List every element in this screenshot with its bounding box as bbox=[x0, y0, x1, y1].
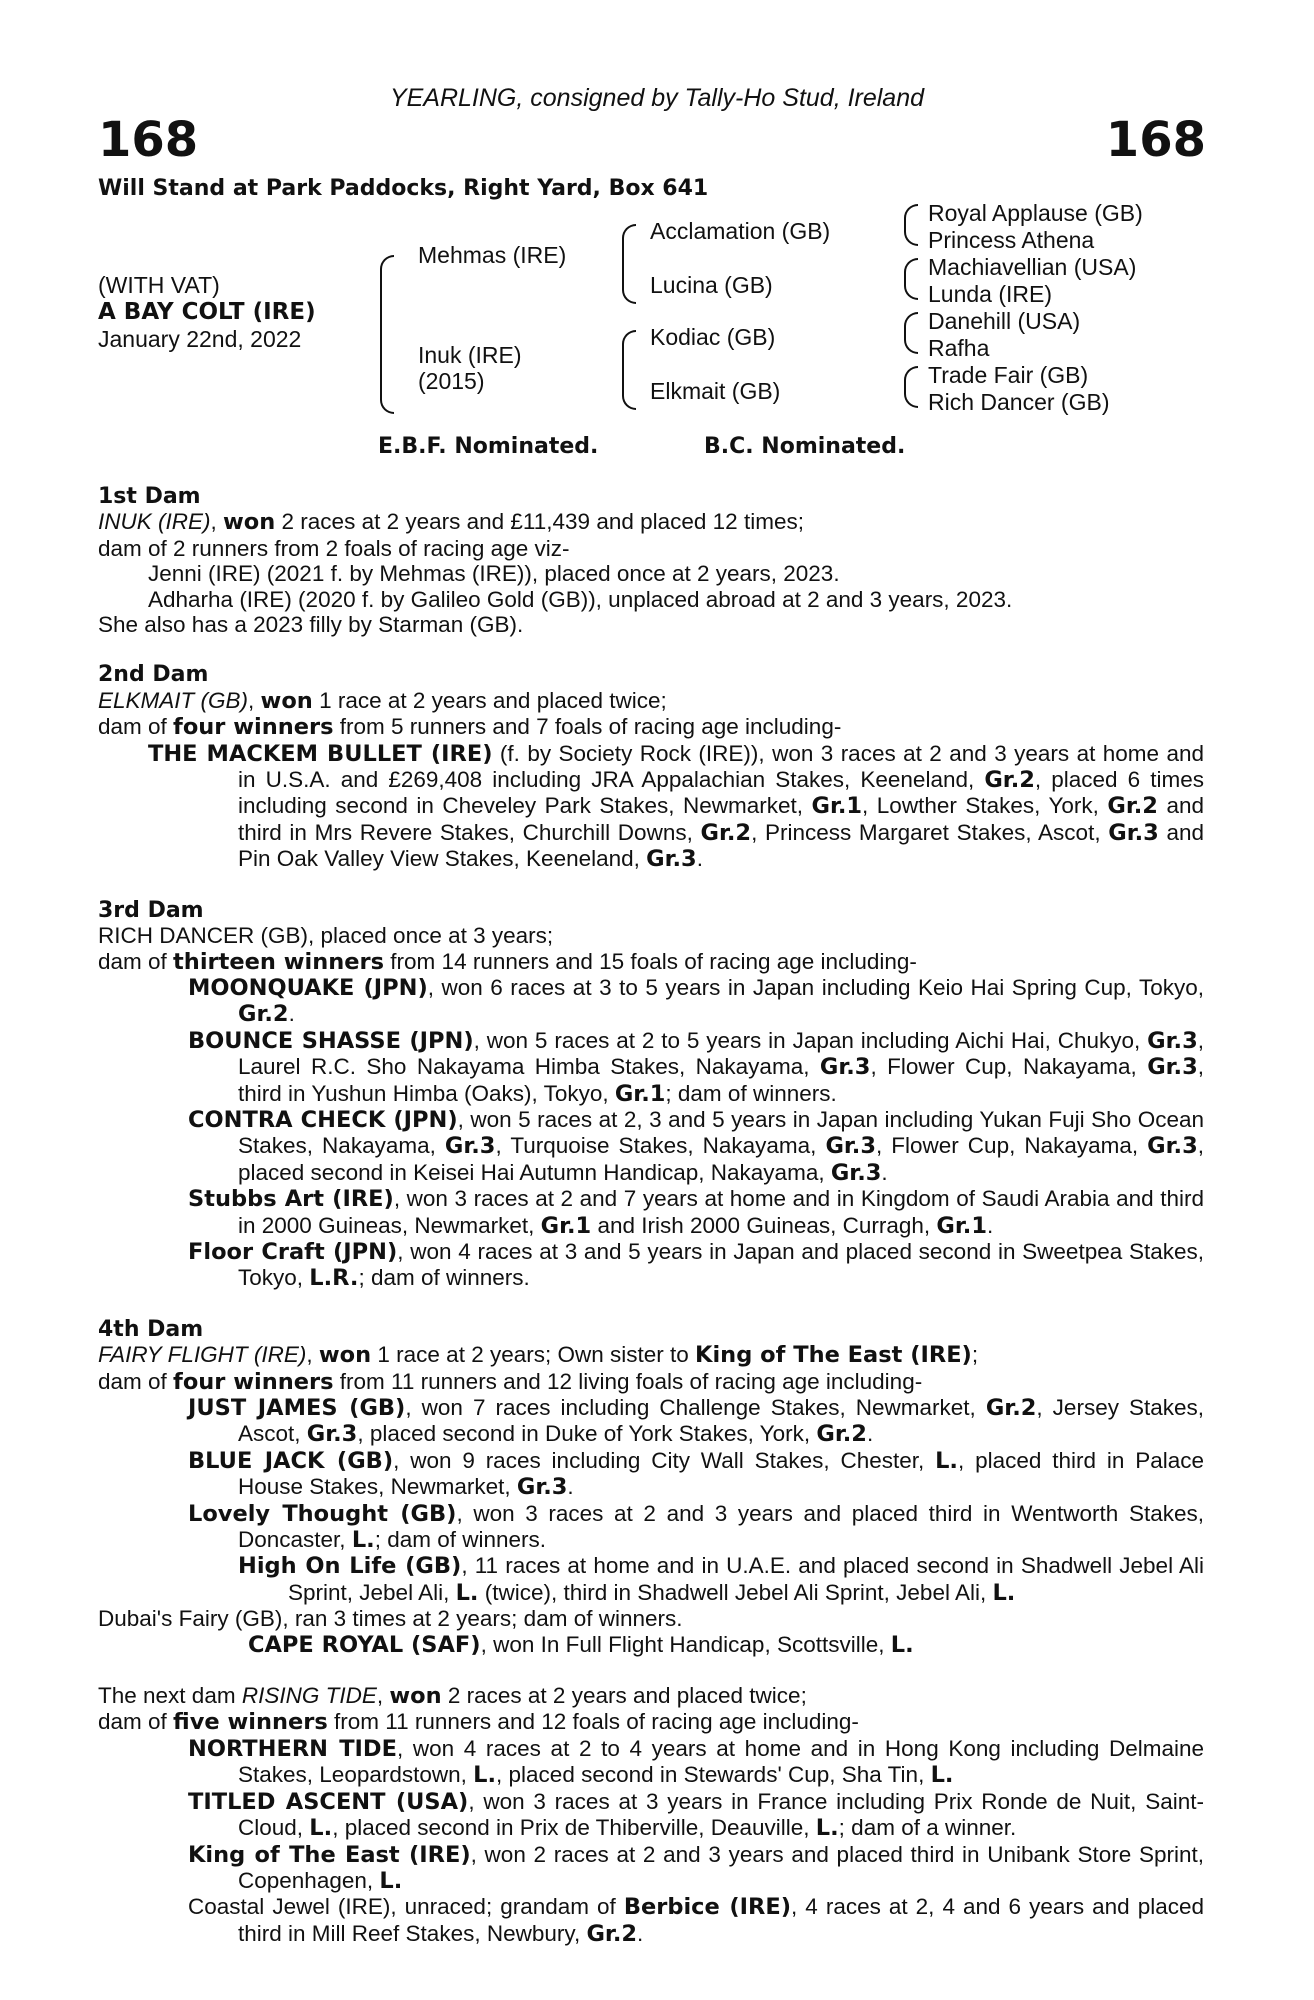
text: , 4 races at 2, 4 and 6 years and placed third in Mill Reef Stakes, Newbury, bbox=[238, 1894, 1205, 1946]
record-line bbox=[98, 1709, 1204, 1735]
text: (twice), third in Shadwell Jebel Ali Sprint, Jebel Ali, bbox=[478, 1579, 993, 1605]
text: , won 5 races at 2, 3 and 5 years in Japan including Yukan Fuji Sho Ocean Stakes, Nakayama, bbox=[238, 1106, 1204, 1159]
record-line bbox=[98, 1186, 1204, 1239]
bold-text: L. bbox=[309, 1815, 333, 1842]
bold-text: Gr.3 bbox=[1147, 1054, 1198, 1081]
bold-text: TITLED ASCENT (USA) bbox=[188, 1788, 469, 1815]
text: The next dam bbox=[98, 1683, 242, 1709]
text: and Irish 2000 Guineas, Curragh, bbox=[591, 1212, 937, 1238]
text: , Flower Cup, Nakayama, bbox=[876, 1133, 1148, 1159]
lot-number-left: 168 bbox=[98, 112, 199, 168]
text: , third in Yushun Himba (Oaks), Tokyo, bbox=[238, 1054, 1205, 1106]
text: from 11 runners and 12 foals of racing age including- bbox=[327, 1709, 859, 1735]
bold-text: L. bbox=[935, 1447, 958, 1474]
bold-text: Gr.3 bbox=[1147, 1133, 1198, 1160]
record-line bbox=[98, 1107, 1204, 1186]
vat-note: (WITH VAT) bbox=[98, 272, 220, 298]
text: dam of bbox=[98, 948, 174, 974]
bold-text: Gr.1 bbox=[614, 1080, 666, 1107]
text: dam of bbox=[98, 714, 174, 740]
bold-text: THE MACKEM BULLET (IRE) bbox=[148, 740, 493, 767]
dam-section bbox=[98, 1683, 1204, 1947]
bold-text: four winners bbox=[173, 1368, 334, 1395]
dam-name: FAIRY FLIGHT (IRE) bbox=[98, 1342, 307, 1368]
brace-gen3-2 bbox=[904, 258, 918, 300]
bold-text: L. bbox=[815, 1815, 839, 1842]
record-line bbox=[98, 1028, 1204, 1107]
text: , Jersey Stakes, Ascot, bbox=[238, 1395, 1205, 1447]
dam-section bbox=[98, 1317, 1204, 1658]
pedigree-gen3-4: Lunda (IRE) bbox=[928, 281, 1053, 307]
brace-gen2-dam bbox=[622, 330, 636, 410]
text: , placed second in Keisei Hai Autumn Handicap, Nakayama, bbox=[238, 1133, 1204, 1185]
bold-text: Gr.3 bbox=[825, 1133, 876, 1160]
bold-text: Gr.3 bbox=[1108, 819, 1159, 846]
bold-text: Gr.3 bbox=[830, 1159, 882, 1186]
text: , won In Full Flight Handicap, Scottsville, bbox=[480, 1631, 891, 1657]
pedigree-dam-sire: Kodiac (GB) bbox=[650, 324, 776, 350]
record-line bbox=[98, 1894, 1204, 1947]
bold-text: Gr.3 bbox=[516, 1474, 568, 1501]
bold-text: Stubbs Art (IRE) bbox=[188, 1186, 394, 1213]
text: . bbox=[866, 1421, 874, 1447]
record-line bbox=[98, 1395, 1204, 1448]
text: , bbox=[210, 509, 224, 535]
record-line bbox=[98, 975, 1204, 1028]
text: , won 7 races including Challenge Stakes, Newmarket, bbox=[405, 1395, 986, 1420]
bold-text: Gr.2 bbox=[700, 819, 752, 846]
bold-text: Gr.1 bbox=[936, 1212, 987, 1239]
bold-text: Gr.3 bbox=[444, 1133, 496, 1160]
bold-text: BLUE JACK (GB) bbox=[188, 1447, 394, 1474]
text: 2 races at 2 years and £11,439 and placed 12 times; bbox=[275, 509, 804, 535]
ebf-nomination: E.B.F. Nominated. bbox=[378, 434, 599, 459]
stand-location: Will Stand at Park Paddocks, Right Yard, Box 641 bbox=[98, 176, 709, 201]
record-line bbox=[98, 1683, 1204, 1709]
text: and Pin Oak Valley View Stakes, Keeneland, bbox=[238, 819, 1204, 872]
bold-text: Gr.1 bbox=[811, 793, 863, 820]
record-line bbox=[98, 561, 1204, 586]
bold-text: Gr.1 bbox=[540, 1212, 592, 1239]
brace-gen3-1 bbox=[904, 204, 918, 246]
bold-text: Gr.2 bbox=[586, 1920, 638, 1947]
text: 1 race at 2 years; Own sister to bbox=[371, 1342, 696, 1368]
consignment-header: YEARLING, consigned by Tally-Ho Stud, Ireland bbox=[389, 84, 925, 112]
pedigree-gen3-6: Rafha bbox=[928, 335, 990, 361]
record-line bbox=[98, 612, 1204, 637]
bold-text: Gr.2 bbox=[1107, 793, 1158, 820]
text: and third in Mrs Revere Stakes, Churchill Downs, bbox=[238, 793, 1205, 845]
brace-gen1 bbox=[380, 255, 394, 414]
family-history bbox=[98, 484, 1204, 1972]
section-heading: 1st Dam bbox=[98, 484, 201, 509]
text: 1 race at 2 years and placed twice; bbox=[312, 687, 667, 713]
pedigree-sire-dam: Lucina (GB) bbox=[650, 272, 773, 298]
bold-text: Gr.3 bbox=[1147, 1027, 1198, 1054]
section-heading: 4th Dam bbox=[98, 1316, 204, 1342]
text: , bbox=[248, 687, 261, 713]
bold-text: won bbox=[389, 1683, 442, 1710]
record-line bbox=[98, 1842, 1204, 1895]
text: ; dam of winners. bbox=[358, 1265, 530, 1291]
pedigree-dam-dam: Elkmait (GB) bbox=[650, 378, 781, 404]
record-line bbox=[98, 509, 1204, 535]
text: , won 3 races at 3 years in France including Prix Ronde de Nuit, Saint-Cloud, bbox=[238, 1788, 1204, 1841]
record-line bbox=[98, 1501, 1204, 1554]
record-line bbox=[98, 1239, 1204, 1292]
text: . bbox=[881, 1159, 888, 1185]
record-line bbox=[98, 1553, 1204, 1606]
brace-gen2-sire bbox=[622, 224, 636, 304]
record-line bbox=[98, 1342, 1204, 1368]
record-line bbox=[98, 949, 1204, 975]
text: . bbox=[288, 1001, 295, 1027]
text: ; bbox=[971, 1342, 979, 1368]
section-heading: 3rd Dam bbox=[98, 897, 204, 923]
bold-text: Gr.3 bbox=[819, 1054, 871, 1081]
text: , 11 races at home and in U.A.E. and placed second in Shadwell Jebel Ali Sprint, Jebel Ali, bbox=[288, 1553, 1204, 1605]
bold-text: thirteen winners bbox=[173, 948, 385, 975]
record-line bbox=[98, 1448, 1204, 1501]
bold-text: CONTRA CHECK (JPN) bbox=[188, 1106, 458, 1133]
bold-text: Gr.2 bbox=[816, 1421, 867, 1448]
text: . bbox=[567, 1474, 574, 1500]
text: , Laurel R.C. Sho Nakayama Himba Stakes, Nakayama, bbox=[238, 1027, 1204, 1080]
record-line bbox=[98, 741, 1204, 873]
text: Coastal Jewel (IRE), unraced; grandam of bbox=[188, 1894, 624, 1920]
text: . bbox=[696, 846, 703, 872]
text: from 5 runners and 7 foals of racing age including- bbox=[333, 714, 842, 740]
bold-text: Lovely Thought (GB) bbox=[188, 1500, 457, 1527]
bold-text: Floor Craft (JPN) bbox=[188, 1238, 398, 1265]
text: , placed 6 times including second in Cheveley Park Stakes, Newmarket, bbox=[238, 767, 1205, 819]
lot-number-right: 168 bbox=[1105, 112, 1206, 168]
record-line bbox=[98, 1632, 1204, 1658]
text: ; dam of a winner. bbox=[838, 1815, 1017, 1841]
pedigree-gen3-8: Rich Dancer (GB) bbox=[928, 389, 1110, 415]
text: Adharha (IRE) (2020 f. by Galileo Gold (GB)), unplaced abroad at 2 and 3 years, 2023. bbox=[148, 586, 1013, 612]
bold-text: L. bbox=[379, 1867, 403, 1894]
bold-text: L. bbox=[930, 1762, 954, 1789]
record-line bbox=[98, 1369, 1204, 1395]
text: , bbox=[376, 1683, 390, 1709]
bc-nomination: B.C. Nominated. bbox=[704, 434, 906, 459]
text: from 14 runners and 15 foals of racing age including- bbox=[384, 948, 917, 974]
text: , Lowther Stakes, York, bbox=[862, 793, 1108, 819]
bold-text: BOUNCE SHASSE (JPN) bbox=[188, 1027, 474, 1054]
record-line bbox=[98, 714, 1204, 740]
text: , Turquoise Stakes, Nakayama, bbox=[495, 1133, 826, 1159]
text: dam of bbox=[98, 1709, 174, 1735]
pedigree-gen3-7: Trade Fair (GB) bbox=[928, 362, 1089, 388]
record-line bbox=[98, 536, 1204, 561]
text: . bbox=[637, 1920, 644, 1946]
text: , won 3 races at 2 and 7 years at home and in Kingdom of Saudi Arabia and third in 2000 Guineas, Newmarket, bbox=[238, 1186, 1204, 1238]
bold-text: High On Life (GB) bbox=[238, 1553, 462, 1580]
section-heading: 2nd Dam bbox=[98, 662, 209, 688]
text: , won 5 races at 2 to 5 years in Japan including Aichi Hai, Chukyo, bbox=[473, 1027, 1148, 1053]
text: ; dam of winners. bbox=[665, 1080, 837, 1106]
text: , placed third in Palace House Stakes, Newmarket, bbox=[238, 1447, 1205, 1500]
pedigree-dam: Inuk (IRE) bbox=[418, 342, 522, 368]
dam-name: INUK (IRE) bbox=[98, 509, 211, 535]
bold-text: won bbox=[318, 1342, 372, 1369]
bold-text: Gr.2 bbox=[984, 767, 1035, 794]
bold-text: L. bbox=[890, 1631, 914, 1658]
text: Jenni (IRE) (2021 f. by Mehmas (IRE)), placed once at 2 years, 2023. bbox=[148, 561, 840, 587]
bold-text: King of The East (IRE) bbox=[695, 1342, 972, 1369]
record-line bbox=[98, 1606, 1204, 1631]
text: , placed second in Prix de Thiberville, Deauville, bbox=[332, 1815, 816, 1841]
record-line bbox=[98, 1789, 1204, 1842]
bold-text: Gr.2 bbox=[985, 1395, 1037, 1421]
text: , Princess Margaret Stakes, Ascot, bbox=[751, 819, 1109, 845]
bold-text: five winners bbox=[173, 1709, 328, 1736]
pedigree-table bbox=[98, 200, 1218, 440]
brace-gen3-3 bbox=[904, 312, 918, 354]
bold-text: Gr.2 bbox=[238, 1001, 289, 1028]
pedigree-gen3-3: Machiavellian (USA) bbox=[928, 254, 1137, 280]
dam-section bbox=[98, 662, 1204, 872]
bold-text: Gr.3 bbox=[306, 1421, 358, 1448]
bold-text: L. bbox=[351, 1527, 375, 1554]
bold-text: CAPE ROYAL (SAF) bbox=[248, 1631, 481, 1658]
pedigree-sire: Mehmas (IRE) bbox=[418, 242, 567, 268]
bold-text: won bbox=[223, 509, 276, 536]
bold-text: won bbox=[260, 687, 313, 714]
text: , placed second in Duke of York Stakes, York, bbox=[357, 1421, 817, 1447]
dam-section bbox=[98, 898, 1204, 1292]
text: , won 4 races at 2 to 4 years at home and in Hong Kong including Delmaine Stakes, Leopardstown, bbox=[238, 1735, 1205, 1788]
record-line bbox=[98, 923, 1204, 948]
text: , Flower Cup, Nakayama, bbox=[870, 1054, 1148, 1080]
text: , won 6 races at 3 to 5 years in Japan including Keio Hai Spring Cup, Tokyo, bbox=[427, 974, 1204, 1000]
bold-text: King of The East (IRE) bbox=[188, 1841, 471, 1868]
text: dam of 2 runners from 2 foals of racing age viz- bbox=[98, 535, 570, 561]
text: (f. by Society Rock (IRE)), won 3 races at 2 and 3 years at home and in U.S.A. and £269,408 including JRA Appalachian Stakes, Keeneland, bbox=[238, 740, 1204, 793]
bold-text: MOONQUAKE (JPN) bbox=[188, 974, 428, 1001]
pedigree-gen3-5: Danehill (USA) bbox=[928, 308, 1081, 334]
bold-text: NORTHERN TIDE bbox=[188, 1735, 397, 1762]
text: . bbox=[986, 1212, 994, 1238]
pedigree-dam-year: (2015) bbox=[418, 368, 485, 394]
bold-text: Gr.3 bbox=[646, 846, 697, 873]
bold-text: L. bbox=[473, 1762, 497, 1789]
bold-text: L.R. bbox=[309, 1265, 359, 1292]
bold-text: L. bbox=[992, 1579, 1016, 1606]
pedigree-gen3-1: Royal Applause (GB) bbox=[928, 200, 1143, 226]
text: , won 2 races at 2 and 3 years and placed third in Unibank Store Sprint, Copenhagen, bbox=[238, 1841, 1204, 1893]
text: Dubai's Fairy (GB), ran 3 times at 2 years; dam of winners. bbox=[98, 1606, 683, 1632]
text: ; dam of winners. bbox=[374, 1527, 547, 1553]
text: 2 races at 2 years and placed twice; bbox=[441, 1683, 807, 1709]
text: RICH DANCER (GB), placed once at 3 years; bbox=[98, 923, 554, 949]
pedigree-sire-sire: Acclamation (GB) bbox=[650, 218, 831, 244]
text: , bbox=[306, 1342, 319, 1368]
text: , won 4 races at 3 and 5 years in Japan and placed second in Sweetpea Stakes, Tokyo, bbox=[238, 1238, 1204, 1291]
record-line bbox=[98, 587, 1204, 612]
record-line bbox=[98, 1736, 1204, 1789]
dam-name: RISING TIDE bbox=[241, 1683, 377, 1709]
text: dam of bbox=[98, 1368, 174, 1394]
horse-name: A BAY COLT (IRE) bbox=[98, 299, 316, 325]
foaling-date: January 22nd, 2022 bbox=[98, 326, 302, 352]
dam-name: ELKMAIT (GB) bbox=[98, 687, 249, 713]
record-line bbox=[98, 688, 1204, 714]
text: , won 9 races including City Wall Stakes, Chester, bbox=[393, 1447, 936, 1473]
pedigree-gen3-2: Princess Athena bbox=[928, 227, 1095, 253]
bold-text: Berbice (IRE) bbox=[623, 1894, 792, 1921]
brace-gen3-4 bbox=[904, 366, 918, 408]
bold-text: L. bbox=[455, 1579, 479, 1606]
text: She also has a 2023 filly by Starman (GB). bbox=[98, 612, 524, 638]
text: from 11 runners and 12 living foals of racing age including- bbox=[333, 1368, 923, 1394]
bold-text: JUST JAMES (GB) bbox=[188, 1395, 406, 1421]
text: , placed second in Stewards' Cup, Sha Tin, bbox=[496, 1762, 931, 1788]
dam-section bbox=[98, 484, 1204, 637]
text: , won 3 races at 2 and 3 years and placed third in Wentworth Stakes, Doncaster, bbox=[238, 1500, 1204, 1553]
bold-text: four winners bbox=[173, 714, 334, 741]
